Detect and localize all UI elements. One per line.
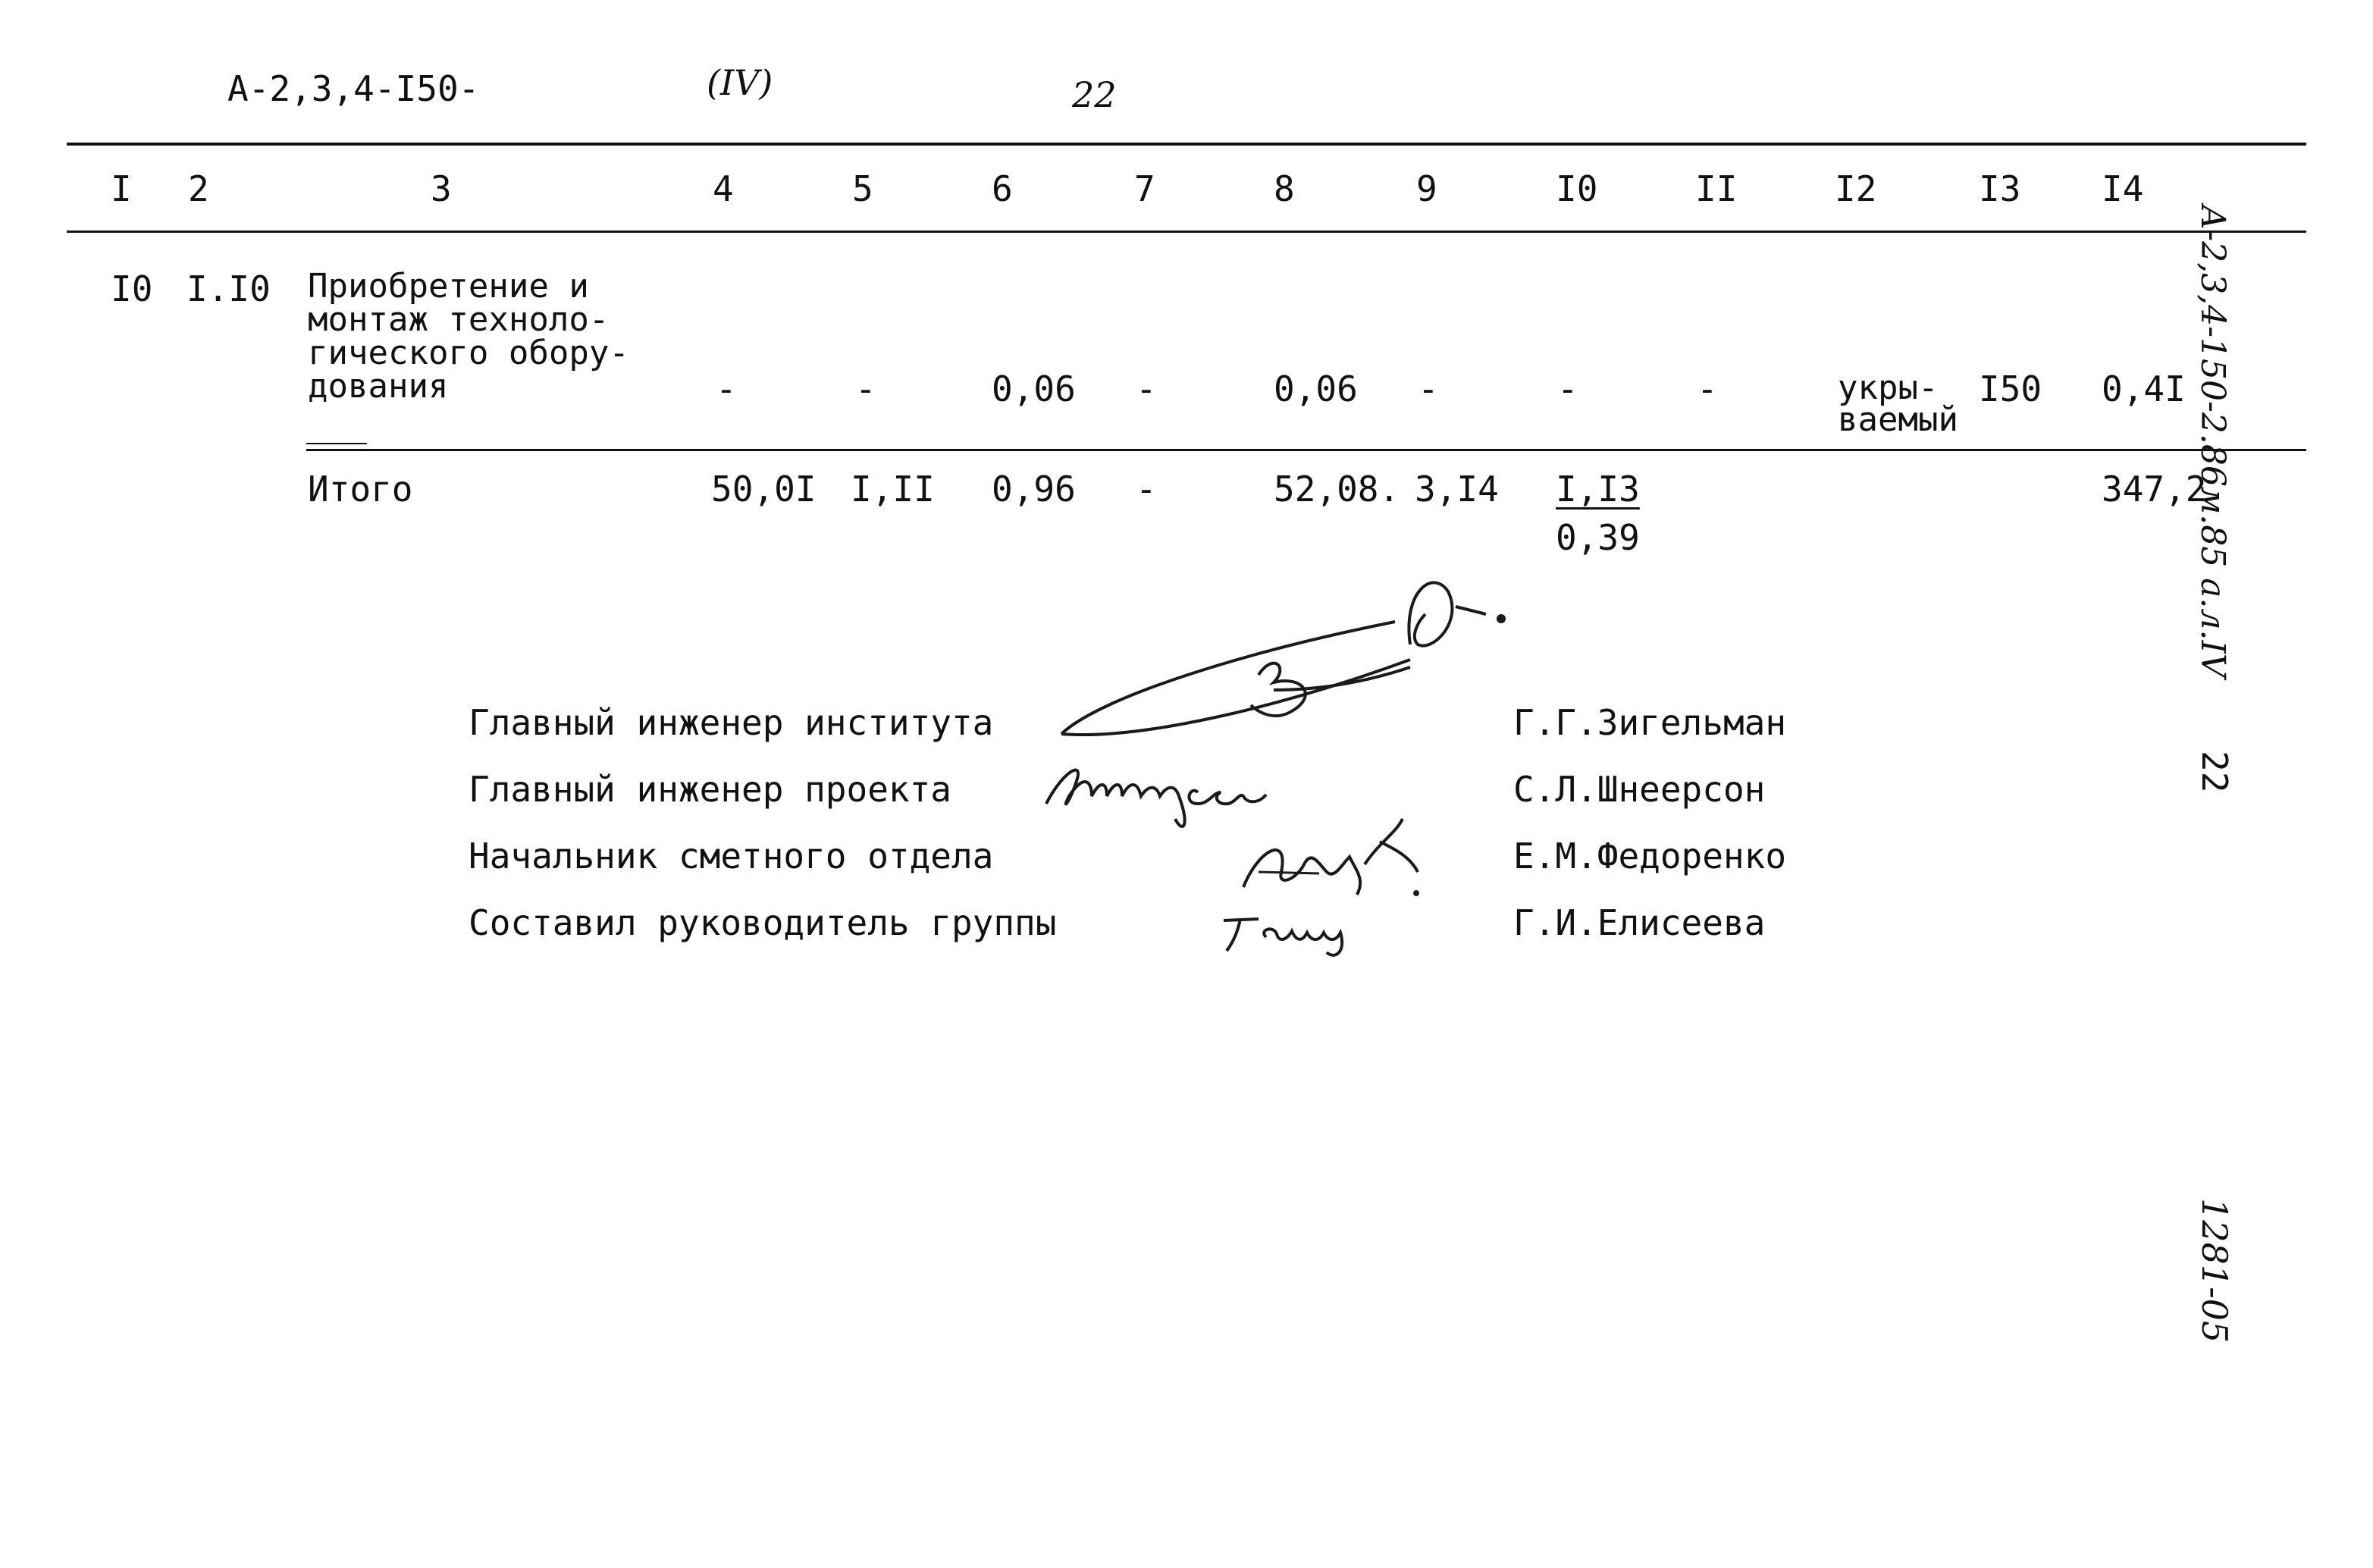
description-underline: [306, 443, 367, 444]
total-col5: I,II: [851, 469, 935, 510]
handwritten-signature-1: [1046, 561, 1531, 743]
table-top-rule: [67, 143, 2306, 146]
total-col7: -: [1136, 469, 1157, 510]
handwritten-signature-3: [1228, 804, 1440, 910]
total-col10-bottom: 0,39: [1556, 517, 1640, 558]
column-number-3: 3: [431, 168, 452, 209]
column-number-10: I0: [1556, 168, 1598, 209]
column-number-2: 2: [188, 168, 209, 209]
column-number-4: 4: [713, 168, 734, 209]
row-col9: -: [1418, 368, 1439, 409]
row-col10: -: [1557, 368, 1578, 409]
signature-name-3: Е.М.Федоренко: [1513, 836, 1787, 877]
column-number-11: II: [1695, 168, 1738, 209]
total-label: Итого: [308, 469, 413, 510]
row-description: Приобретение и монтаж техноло- гического обору- дования: [308, 267, 629, 406]
column-number-8: 8: [1274, 168, 1295, 209]
row-col14: 0,4I: [2102, 368, 2186, 409]
row-col7: -: [1136, 368, 1157, 409]
column-number-14: I4: [2102, 168, 2144, 209]
margin-page-number: 22: [2194, 751, 2235, 793]
signature-position-1: Главный инженер института: [469, 702, 994, 743]
row-col5: -: [855, 368, 876, 409]
row-col2: I.I0: [187, 268, 271, 309]
row-col8: 0,06: [1274, 368, 1358, 409]
row-col11: -: [1697, 368, 1718, 409]
row-col1: I0: [111, 268, 153, 309]
signature-position-2: Главный инженер проекта: [469, 769, 951, 810]
signature-name-4: Г.И.Елисеева: [1513, 902, 1766, 943]
total-top-rule: [306, 449, 2306, 451]
column-number-13: I3: [1979, 168, 2021, 209]
row-col12-line2: ваемый: [1838, 400, 1958, 439]
row-col13: I50: [1979, 368, 2042, 409]
margin-stamp-number: 1281-05: [2194, 1198, 2235, 1344]
total-col4: 50,0I: [711, 469, 817, 510]
signature-position-3: Начальник сметного отдела: [469, 836, 994, 877]
column-number-6: 6: [992, 168, 1013, 209]
signature-position-4: Составил руководитель группы: [469, 902, 1057, 943]
total-col8: 52,08.: [1274, 469, 1400, 510]
total-col14: 347,2: [2102, 469, 2207, 510]
column-number-9: 9: [1416, 168, 1437, 209]
signature-name-1: Г.Г.Зигельман: [1513, 702, 1787, 743]
total-col9: 3,I4: [1415, 469, 1499, 510]
total-col6: 0,96: [992, 469, 1076, 510]
row-col4: -: [716, 368, 737, 409]
part-mark: (IV): [707, 62, 773, 103]
row-col12-line1: укры-: [1838, 368, 1939, 407]
handwritten-signature-4: [1213, 907, 1395, 960]
row-col6: 0,06: [992, 368, 1076, 409]
column-number-1: I: [111, 168, 132, 209]
column-number-12: I2: [1835, 168, 1877, 209]
header-bottom-rule: [67, 230, 2306, 233]
document-code: А-2,3,4-I50-: [227, 68, 480, 109]
column-number-5: 5: [852, 168, 873, 209]
margin-document-reference: А-2,3,4-150-2.86м.85 а.л.IV: [2193, 205, 2232, 678]
column-number-7: 7: [1134, 168, 1155, 209]
page-number-header: 22: [1072, 74, 1117, 115]
signature-name-2: С.Л.Шнеерсон: [1513, 769, 1766, 810]
total-col10-top: I,I3: [1556, 469, 1640, 510]
